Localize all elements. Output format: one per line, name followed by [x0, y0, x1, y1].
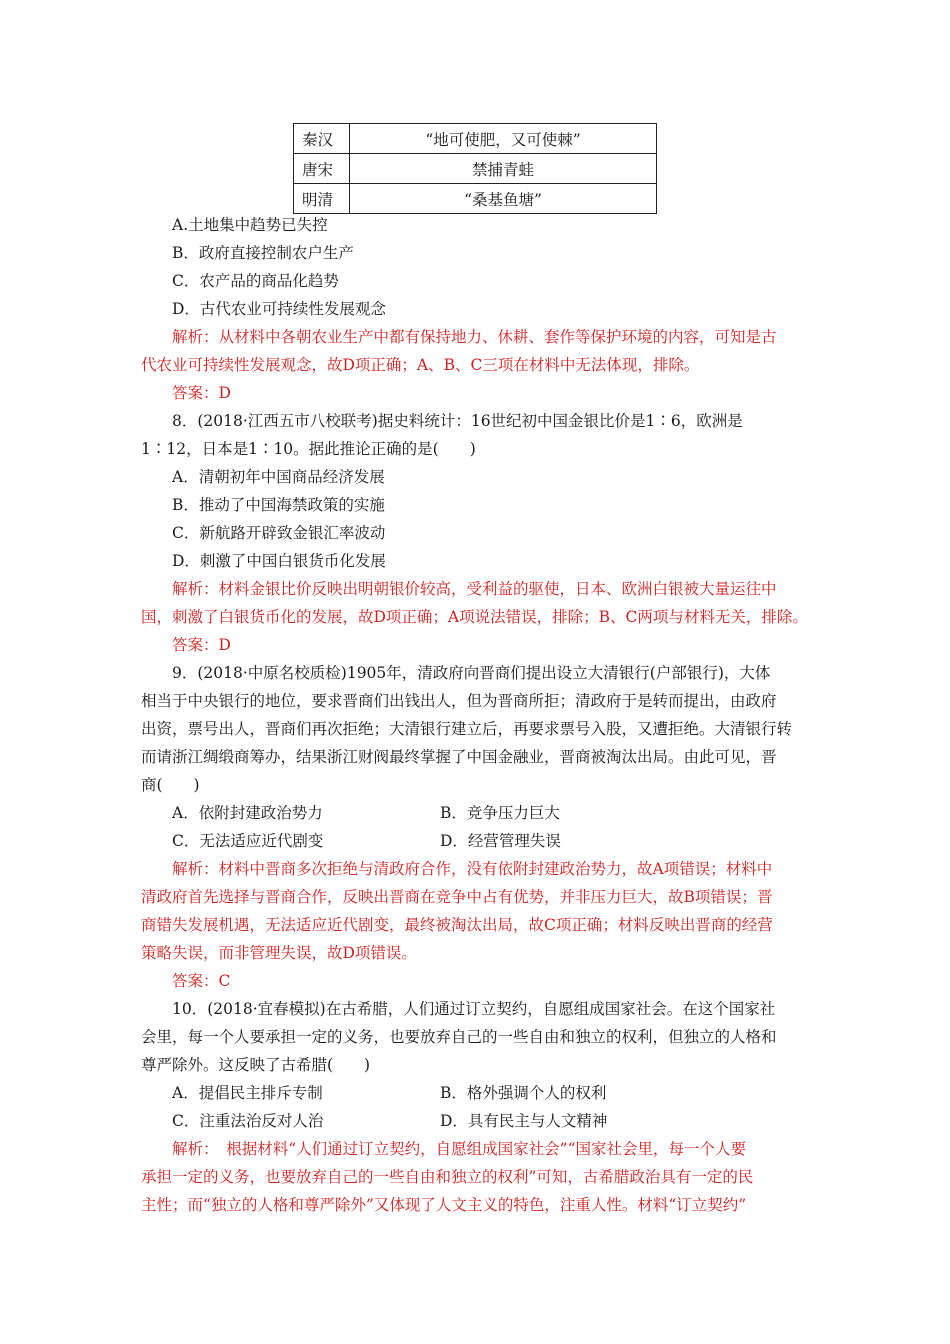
- q7-option-c: C．农产品的商品化趋势: [172, 272, 339, 290]
- material-table: [293, 123, 657, 214]
- q9-analysis-line: 解析：材料中晋商多次拒绝与清政府合作，没有依附封建政治势力，故A项错误；材料中: [172, 860, 773, 878]
- q8-option-c: C．新航路开辟致金银汇率波动: [172, 524, 386, 542]
- q9-stem-line: 相当于中央银行的地位，要求晋商们出钱出人，但为晋商所拒；清政府于是转而提出，由政府: [141, 692, 777, 710]
- q7-option-a: A.土地集中趋势已失控: [172, 216, 328, 234]
- q10-option-d: D．具有民主与人文精神: [440, 1112, 608, 1130]
- q8-option-d: D．刺激了中国白银货币化发展: [172, 552, 386, 570]
- q8-option-a: A．清朝初年中国商品经济发展: [172, 468, 385, 486]
- table-row: [294, 154, 657, 184]
- q9-analysis-line: 商错失发展机遇，无法适应近代剧变，最终被淘汰出局，故C项正确；材料反映出晋商的经营: [141, 916, 773, 934]
- q9-option-a: A．依附封建政治势力: [172, 804, 323, 822]
- q8-stem-line: 1∶12，日本是1∶10。据此推论正确的是( ): [141, 440, 476, 458]
- q10-option-a: A．提倡民主排斥专制: [172, 1084, 323, 1102]
- q7-answer: 答案：D: [172, 384, 231, 402]
- q10-stem-line: 会里，每一个人要承担一定的义务，也要放弃自己的一些自由和独立的权利，但独立的人格和: [141, 1028, 777, 1046]
- q7-analysis-line: 代农业可持续性发展观念，故D项正确；A、B、C三项在材料中无法体现，排除。: [141, 356, 700, 374]
- q10-stem-line: 尊严除外。这反映了古希腊( ): [141, 1056, 371, 1074]
- q9-option-b: B．竞争压力巨大: [440, 804, 560, 822]
- table-cell-desc: 禁捕青蛙: [350, 154, 657, 184]
- q10-stem-line: 10．(2018·宜春模拟)在古希腊，人们通过订立契约，自愿组成国家社会。在这个国家社: [172, 1000, 776, 1018]
- table-cell-desc: “桑基鱼塘”: [350, 184, 657, 214]
- q9-option-d: D．经营管理失误: [440, 832, 561, 850]
- q10-option-b: B．格外强调个人的权利: [440, 1084, 607, 1102]
- q8-stem-line: 8．(2018·江西五市八校联考)据史料统计：16世纪初中国金银比价是1∶6，欧洲是: [172, 412, 743, 430]
- table-row: [294, 184, 657, 214]
- q10-analysis-line: 主性；而“独立的人格和尊严除外”又体现了人文主义的特色，注重人性。材料“订立契约”: [141, 1196, 747, 1214]
- q10-analysis-line: 承担一定的义务，也要放弃自己的一些自由和独立的权利”可知，古希腊政治具有一定的民: [141, 1168, 754, 1186]
- q8-answer: 答案：D: [172, 636, 231, 654]
- q9-answer: 答案：C: [172, 972, 231, 990]
- q9-stem-line: 出资，票号出人，晋商们再次拒绝；大清银行建立后，再要求票号入股，又遭拒绝。大清银行转: [141, 720, 793, 738]
- q9-stem-line: 商( ): [141, 776, 200, 794]
- table-row: [294, 124, 657, 154]
- q8-analysis-line: 解析：材料金银比价反映出明朝银价较高，受利益的驱使，日本、欧洲白银被大量运往中: [172, 580, 777, 598]
- q10-analysis-line: 解析： 根据材料“人们通过订立契约，自愿组成国家社会”“国家社会里，每一个人要: [172, 1140, 747, 1158]
- q9-analysis-line: 清政府首先选择与晋商合作，反映出晋商在竞争中占有优势，并非压力巨大，故B项错误；晋: [141, 888, 773, 906]
- q9-analysis-line: 策略失误，而非管理失误，故D项错误。: [141, 944, 417, 962]
- table-cell-era: 秦汉: [294, 124, 350, 154]
- table-cell-era: 唐宋: [294, 154, 350, 184]
- q9-stem-line: 而请浙江绸缎商筹办，结果浙江财阀最终掌握了中国金融业，晋商被淘汰出局。由此可见，晋: [141, 748, 777, 766]
- q8-analysis-line: 国，刺激了白银货币化的发展，故D项正确；A项说法错误，排除；B、C两项与材料无关，排除。: [141, 608, 808, 626]
- q8-option-b: B．推动了中国海禁政策的实施: [172, 496, 385, 514]
- table-cell-desc: “地可使肥，又可使棘”: [350, 124, 657, 154]
- q7-analysis-line: 解析：从材料中各朝农业生产中都有保持地力、休耕、套作等保护环境的内容，可知是古: [172, 328, 777, 346]
- q7-option-d: D．古代农业可持续性发展观念: [172, 300, 386, 318]
- q7-option-b: B．政府直接控制农户生产: [172, 244, 354, 262]
- q9-option-c: C．无法适应近代剧变: [172, 832, 324, 850]
- q9-stem-line: 9．(2018·中原名校质检)1905年，清政府向晋商们提出设立大清银行(户部银行)，大体: [172, 664, 771, 682]
- q10-option-c: C．注重法治反对人治: [172, 1112, 324, 1130]
- table-cell-era: 明清: [294, 184, 350, 214]
